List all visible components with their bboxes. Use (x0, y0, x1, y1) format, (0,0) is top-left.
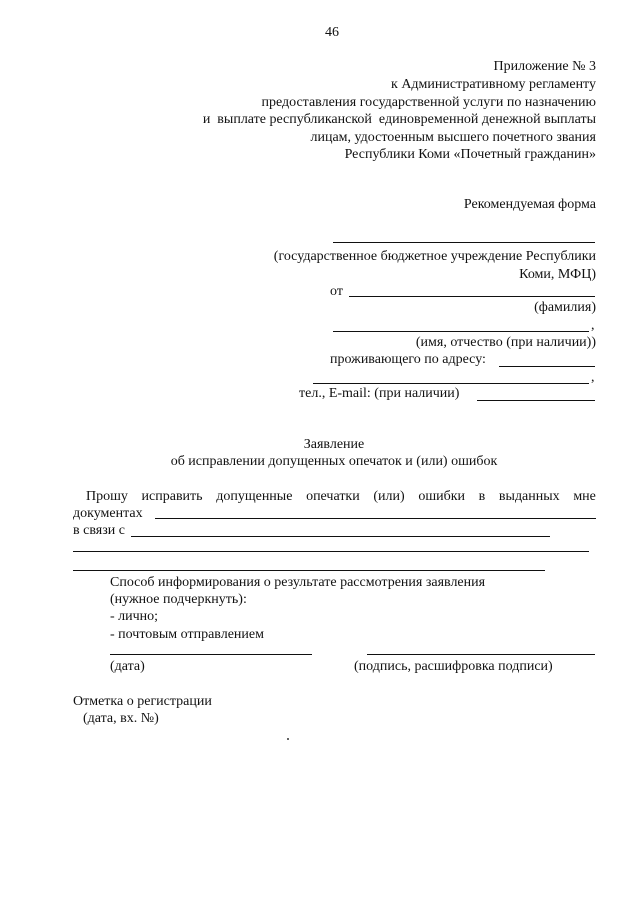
request-word: опечатки (306, 489, 360, 504)
address-line-2 (313, 383, 589, 384)
surname-caption: (фамилия) (534, 300, 596, 315)
documents-line (155, 518, 596, 519)
request-word: выданных (498, 489, 560, 504)
appendix-line-2: к Административному регламенту (391, 77, 596, 92)
request-word: исправить (141, 489, 203, 504)
address-label: проживающего по адресу: (330, 352, 486, 367)
appendix-line-1: Приложение № 3 (493, 59, 596, 74)
notification-line-2: (нужное подчеркнуть): (110, 592, 247, 607)
name-caption: (имя, отчество (при наличии)) (415, 335, 596, 350)
request-word: ошибки (418, 489, 466, 504)
recommended-form-label: Рекомендуемая форма (463, 197, 596, 212)
request-word: допущенные (216, 489, 293, 504)
notification-line-1: Способ информирования о результате рассмотрения заявления (110, 575, 486, 590)
from-label: от (330, 284, 343, 299)
recipient-org-caption-2: Коми, МФЦ) (519, 267, 596, 282)
appendix-line-4: и выплате республиканской единовременной денежной выплаты (202, 112, 596, 127)
statement-subtitle: об исправлении допущенных опечаток и (или) ошибок (170, 454, 498, 469)
name-line (333, 331, 589, 332)
reason-line-2 (73, 551, 589, 552)
notification-option-mail: - почтовым отправлением (110, 627, 264, 642)
recipient-org-line (333, 242, 595, 243)
signature-caption: (подпись, расшифровка подписи) (354, 659, 553, 674)
request-word: Прошу (86, 489, 128, 504)
contacts-line (477, 400, 595, 401)
reason-line-1 (131, 536, 550, 537)
registration-label: Отметка о регистрации (73, 694, 212, 709)
surname-line (349, 296, 595, 297)
signature-line (367, 654, 595, 655)
statement-title: Заявление (303, 437, 365, 452)
recipient-org-caption-1: (государственное бюджетное учреждение Республики (273, 249, 596, 264)
documents-label: документах (73, 506, 143, 521)
reason-line-3 (73, 570, 545, 571)
page-number: 46 (325, 25, 339, 40)
request-word: (или) (373, 489, 405, 504)
reason-label: в связи с (73, 523, 125, 538)
address-line-comma: , (591, 370, 595, 385)
notification-option-in-person: - лично; (110, 609, 159, 624)
appendix-line-3: предоставления государственной услуги по назначению (261, 95, 596, 110)
scan-speck (287, 738, 289, 740)
appendix-line-6: Республики Коми «Почетный гражданин» (344, 147, 596, 162)
name-line-comma: , (591, 318, 595, 333)
registration-details: (дата, вх. №) (83, 711, 159, 726)
address-line-1 (499, 366, 595, 367)
appendix-line-5: лицам, удостоенным высшего почетного звания (310, 130, 596, 145)
contacts-label: тел., E-mail: (при наличии) (299, 386, 460, 401)
request-word: мне (573, 489, 596, 504)
request-sentence (86, 488, 596, 506)
date-caption: (дата) (110, 659, 145, 674)
request-word: в (478, 489, 486, 504)
date-line (110, 654, 312, 655)
